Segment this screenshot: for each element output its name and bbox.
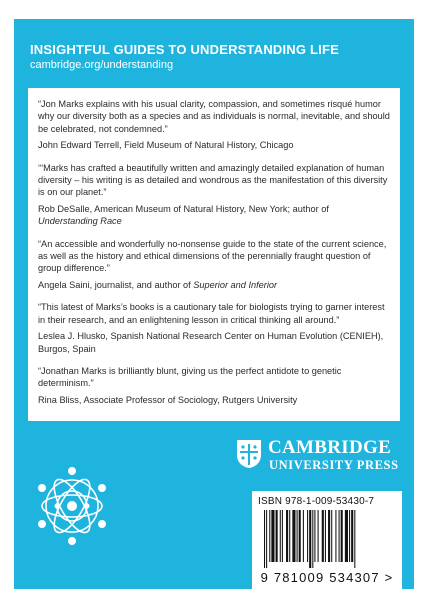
barcode-icon xyxy=(264,510,392,568)
quote-text: “Jon Marks explains with his usual clarity, compassion, and sometimes risqué humor why our diversity both as a species and as individuals is normal, inevitable, and should be celebrated, not condemned.” xyxy=(38,99,390,134)
quote-attribution: Angela Saini, journalist, and author of Superior and Inferior xyxy=(38,279,278,290)
barcode-panel xyxy=(252,491,402,589)
quote-attribution: Rina Bliss, Associate Professor of Sociology, Rutgers University xyxy=(38,394,298,405)
crest-icon xyxy=(236,439,262,469)
series-emblem-icon xyxy=(30,464,114,548)
endorsement xyxy=(38,162,390,228)
cover-footer xyxy=(14,421,414,589)
quote-attribution: Rob DeSalle, American Museum of Natural History, New York; author of Understanding Race xyxy=(38,203,329,227)
back-cover xyxy=(14,19,414,589)
series-header xyxy=(14,19,414,77)
publisher-logo xyxy=(236,437,406,473)
quote-attribution: John Edward Terrell, Field Museum of Natural History, Chicago xyxy=(38,140,294,151)
quote-text: ‘“Marks has crafted a beautifully written and amazingly detailed explanation of human diversity – his writing is as detailed and wondrous as the manifestation of this diversity is on our planet.” xyxy=(38,162,388,198)
publisher-name: CAMBRIDGE xyxy=(268,437,392,458)
quote-text: “An accessible and wonderfully no-nonsense guide to the state of the current science, as well as the history and ethical dimensions of the perennially fraught question of group difference.” xyxy=(38,238,387,274)
publisher-subname: UNIVERSITY PRESS xyxy=(269,458,399,472)
endorsement xyxy=(38,301,390,355)
book-title: Understanding Race xyxy=(38,216,122,227)
isbn-label: ISBN 978-1-009-53430-7 xyxy=(258,496,375,507)
endorsements-panel xyxy=(28,88,400,421)
barcode-digits: 9 781009 534307 > xyxy=(260,570,394,585)
series-url[interactable]: cambridge.org/understanding xyxy=(30,59,174,71)
quote-text: “Jonathan Marks is brilliantly blunt, giving us the perfect antidote to genetic determinism.” xyxy=(38,365,342,389)
endorsement xyxy=(38,98,390,152)
quote-attribution: Leslea J. Hlusko, Spanish National Research Center on Human Evolution (CENIEH), Burgos, Spain xyxy=(38,331,384,354)
endorsement xyxy=(38,365,390,406)
book-title: Superior and Inferior xyxy=(193,279,278,290)
series-title: INSIGHTFUL GUIDES TO UNDERSTANDING LIFE xyxy=(30,42,339,57)
endorsement xyxy=(38,238,390,292)
quote-text: “This latest of Marks’s books is a cautionary tale for biologists trying to garner interest in their research, and an enlightening lesson in critical thinking all around.” xyxy=(38,302,385,325)
